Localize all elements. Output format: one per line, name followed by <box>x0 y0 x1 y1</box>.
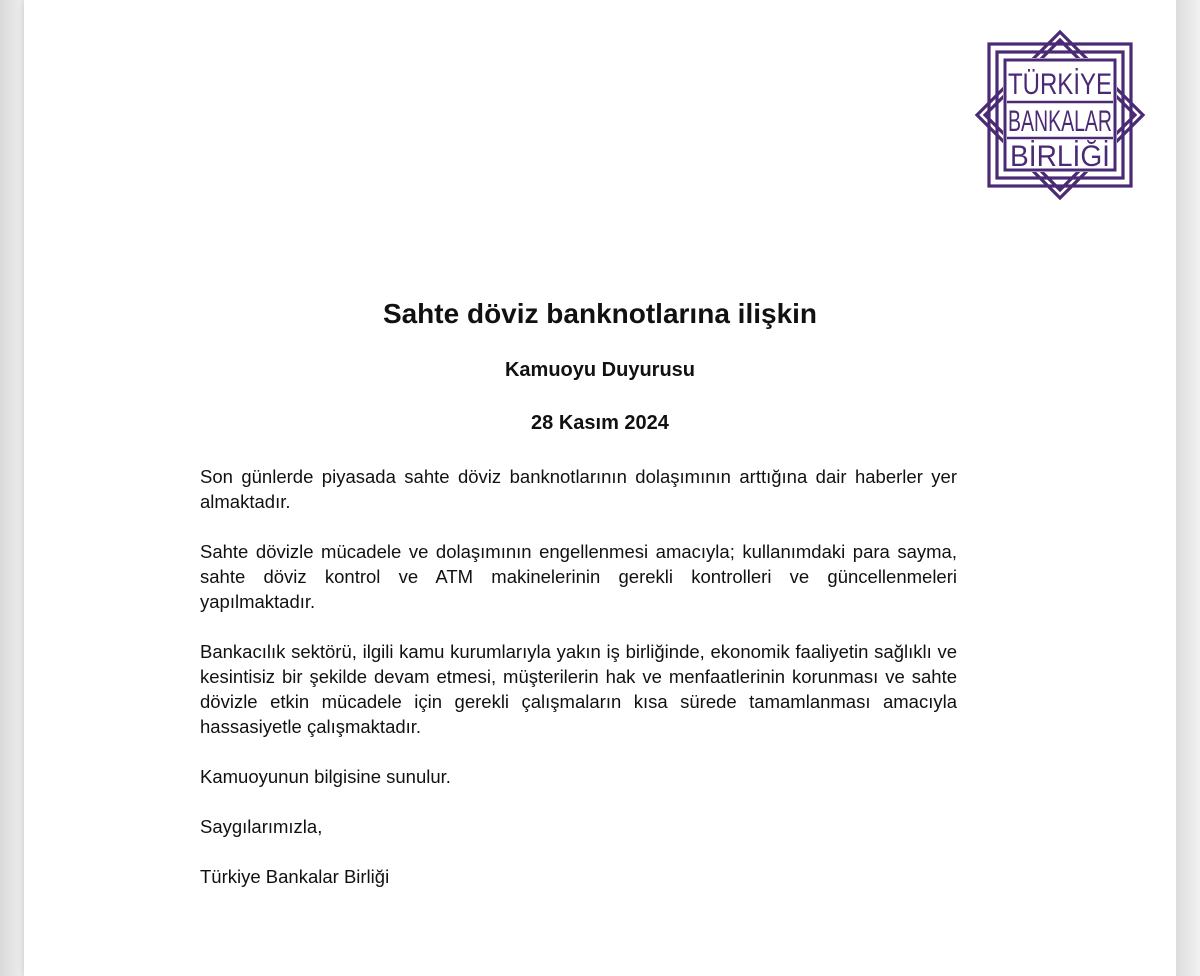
document-title: Sahte döviz banknotlarına ilişkin <box>382 298 818 329</box>
paragraph-3: Bankacılık sektörü, ilgili kamu kurumlarıyla yakın iş birliğinde, ekonomik faaliyetin sağlıklı ve kesintisiz bir şekilde devam etmesi, müşterilerin hak ve menfaatlerinin korunması ve sahte dövizle etkin mücadele için gerekli çalışmaların kısa sürede tamamlanması amacıyla hassasiyetle çalışmaktadır. <box>200 641 957 737</box>
closing-line: Saygılarımızla, <box>200 816 323 837</box>
paragraph-2: Sahte dövizle mücadele ve dolaşımının engellenmesi amacıyla; kullanımdaki para sayma, sahte döviz kontrol ve ATM makinelerinin gerekli kontrolleri ve güncellenmeleri yapılmaktadır. <box>200 541 957 612</box>
paragraph-4: Kamuoyunun bilgisine sunulur. <box>200 766 451 787</box>
document-subtitle: Kamuoyu Duyurusu <box>504 359 696 381</box>
paragraph-1: Son günlerde piyasada sahte döviz banknotlarının dolaşımının arttığına dair haberler yer almaktadır. <box>200 466 957 512</box>
document-body <box>200 464 957 914</box>
tbb-logo <box>975 30 1145 200</box>
document-date: 28 Kasım 2024 <box>531 412 669 434</box>
document-page <box>24 0 1176 976</box>
logo-line-3: BİRLİĞİ <box>1010 140 1110 173</box>
signature: Türkiye Bankalar Birliği <box>200 866 390 887</box>
logo-line-2: BANKALAR <box>1008 105 1112 138</box>
logo-line-1: TÜRKİYE <box>1008 68 1112 101</box>
page-edge-shadow <box>1176 0 1200 976</box>
